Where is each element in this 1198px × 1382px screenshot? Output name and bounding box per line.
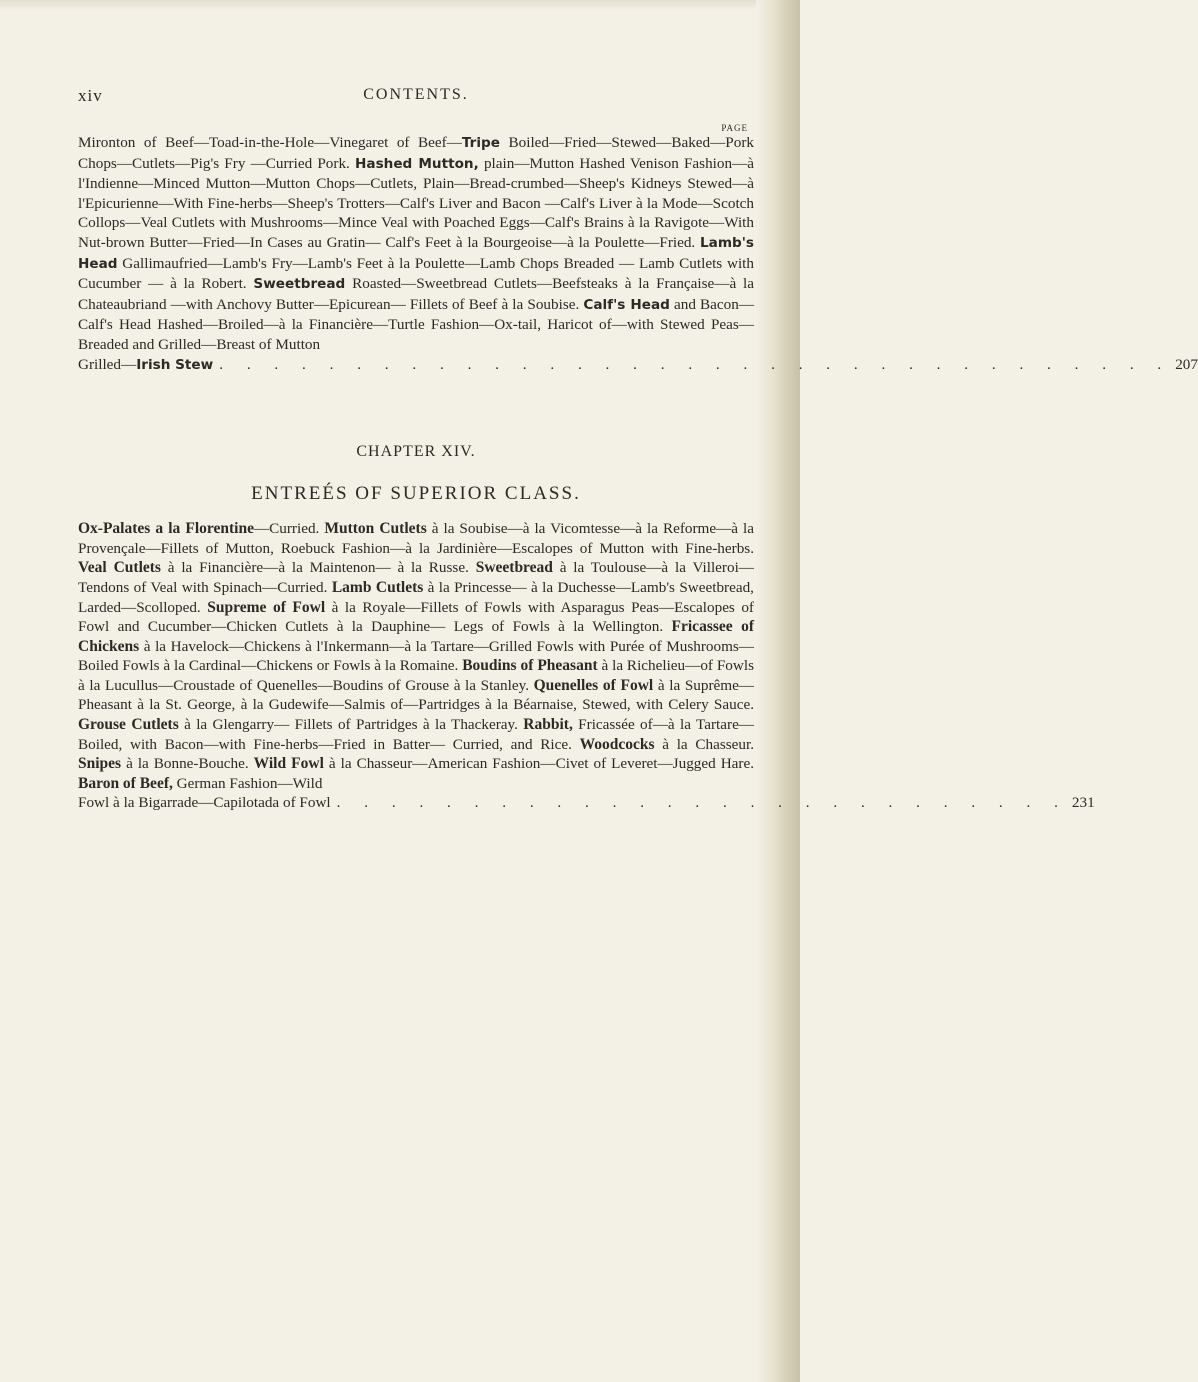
entry-paragraph: [78, 133, 754, 355]
page-top-shadow: [0, 0, 800, 10]
entry-text: à la Bonne-Bouche.: [121, 755, 254, 773]
entry-text: Fowl à la Bigarrade—Capilotada of Fowl: [78, 794, 331, 812]
entry-heading: Hashed Mutton,: [355, 155, 479, 172]
entry-heading: Veal Cutlets: [78, 559, 161, 577]
book-spine-edge: [756, 0, 800, 1382]
entry-page-number: 231: [1071, 794, 1095, 812]
entry-text: à la Suprême—Pheasant à la St. George, à la Gudewife—Salmis of—Partridges à la Béarnaise, Stewed, with Celery Sauce.: [78, 676, 754, 714]
entry-text: à la Chasseur—American Fashion—Civet of Leveret—Jugged Hare.: [323, 755, 755, 773]
entry-heading: Quenelles of Fowl: [533, 676, 654, 694]
entry-heading: Baron of Beef,: [78, 774, 173, 792]
entry-heading: Woodcocks: [579, 735, 655, 753]
page-number: xiv: [78, 86, 103, 105]
entry-heading: Ox-Palates a la Florentine: [78, 520, 254, 538]
dot-leader: . . . . . . . . . . . . . . . . . . . . . . . . . . .: [336, 794, 1068, 812]
entry-page-number: 207: [1175, 355, 1198, 373]
entry-heading: Mutton Cutlets: [324, 520, 427, 538]
entry-heading: Grouse Cutlets: [78, 716, 179, 734]
entry-text: and Bacon—Calf's Head Hashed—Broiled—à la Financière—Turtle Fashion—Ox-tail, Haricot of—with Stewed Peas—Breaded and Grilled—Breast of Mutton: [78, 295, 755, 353]
entry-text: Gallimaufried—Lamb's Fry—Lamb's Feet à la Poulette—Lamb Chops Breaded — Lamb Cutlets with Cucumber — à la Robert.: [78, 254, 754, 293]
entry-heading: Lamb's Head: [78, 234, 754, 272]
entry-text: à la Toulouse—à la Villeroi—Tendons of Veal with Spinach—Curried.: [78, 559, 754, 596]
entry-text: à la Chasseur.: [654, 735, 754, 753]
entry-text: à la Princesse— à la Duchesse—Lamb's Sweetbread, Larded—Scolloped.: [78, 578, 754, 616]
entry-heading: Boudins of Pheasant: [462, 657, 598, 675]
entry-heading: Tripe: [461, 135, 500, 151]
entry-heading: Snipes: [78, 755, 122, 773]
entry-text: Boiled—Fried—Stewed—Baked—Pork Chops—Cutlets—Pig's Fry —Curried Pork.: [78, 134, 755, 172]
entry-text: à la Glengarry— Fillets of Partridges à la Thackeray.: [178, 716, 524, 734]
entry-heading: Sweetbread: [475, 559, 553, 577]
entry-heading: Rabbit,: [523, 716, 573, 734]
dot-leader: . . . . . . . . . . . . . . . . . . . . . . . . . . . . . . . . . . .: [219, 355, 1172, 373]
entry-text: à la Soubise—à la Vicomtesse—à la Reforme—à la Provençale—Fillets of Mutton, Roebuck Fashion—à la Jardinière—Escalopes of Mutton with Fine-herbs.: [78, 520, 754, 557]
running-header: [78, 86, 754, 116]
entry-heading: Lamb Cutlets: [331, 578, 424, 596]
entry-last-line: [78, 793, 1095, 813]
contents-entry: [78, 519, 1095, 813]
entry-text: Grilled—: [78, 355, 137, 373]
entry-heading: Sweetbread: [253, 276, 346, 293]
book-page: [78, 86, 1198, 813]
entry-heading: Irish Stew: [136, 356, 214, 373]
entry-text: Fricassée of—à la Tartare—Boiled, with Bacon—with Fine-herbs—Fried in Batter— Curried, and Rice.: [78, 716, 754, 753]
entry-heading: Fricassee of Chickens: [78, 618, 754, 655]
entry-text: Mironton of Beef—Toad-in-the-Hole—Vinegaret of Beef—: [78, 134, 462, 151]
entry-text: à la Royale—Fillets of Fowls with Asparagus Peas—Escalopes of Fowl and Cucumber—Chicken Cutlets à la Dauphine— Legs of Fowls à la Wellington.: [78, 598, 754, 636]
entry-heading: Supreme of Fowl: [207, 598, 326, 616]
entry-text: à la Richelieu—of Fowls à la Lucullus—Croustade of Quenelles—Boudins of Grouse à la Stanley.: [78, 657, 754, 694]
entry-text: à la Financière—à la Maintenon— à la Russe.: [160, 559, 476, 577]
entry-text: German Fashion—Wild: [172, 774, 323, 792]
page-column-label: PAGE: [721, 123, 748, 133]
contents-entry-continued: [78, 133, 1198, 375]
entry-text: Roasted—Sweetbread Cutlets—Beefsteaks à la Française—à la Chateaubriand —with Anchovy Butter—Epicurean— Fillets of Beef à la Soubise.: [78, 275, 754, 313]
entry-text: —Curried.: [253, 520, 325, 538]
entry-text: à la Havelock—Chickens à l'Inkermann—à la Tartare—Grilled Fowls with Purée of Mushrooms—Boiled Fowls à la Cardinal—Chickens or Fowls à la Romaine.: [78, 637, 754, 675]
entry-heading: Wild Fowl: [253, 755, 324, 773]
chapter-title: ENTREÉS OF SUPERIOR CLASS.: [251, 483, 581, 505]
entry-text: plain—Mutton Hashed Venison Fashion—à l'Indienne—Minced Mutton—Mutton Chops—Cutlets, Plain—Bread-crumbed—Sheep's Kidneys Stewed—à l'Epicurienne—With Fine-herbs—Sheep's Trotters—Calf's Liver and Bacon —Calf's Liver à la Mode—Scotch Collops—Veal Cutlets with Mushrooms—Mince Veal with Poached Eggs—Calf's Brains à la Ravigote—With Nut-brown Butter—Fried—In Cases au Gratin— Calf's Feet à la Bourgeoise—à la Poulette—Fried.: [78, 154, 754, 251]
entry-heading: Calf's Head: [583, 296, 670, 313]
running-title: CONTENTS.: [363, 86, 469, 103]
entry-last-line: [78, 355, 1198, 376]
entry-paragraph: [78, 519, 754, 793]
chapter-label: CHAPTER XIV.: [356, 443, 476, 461]
